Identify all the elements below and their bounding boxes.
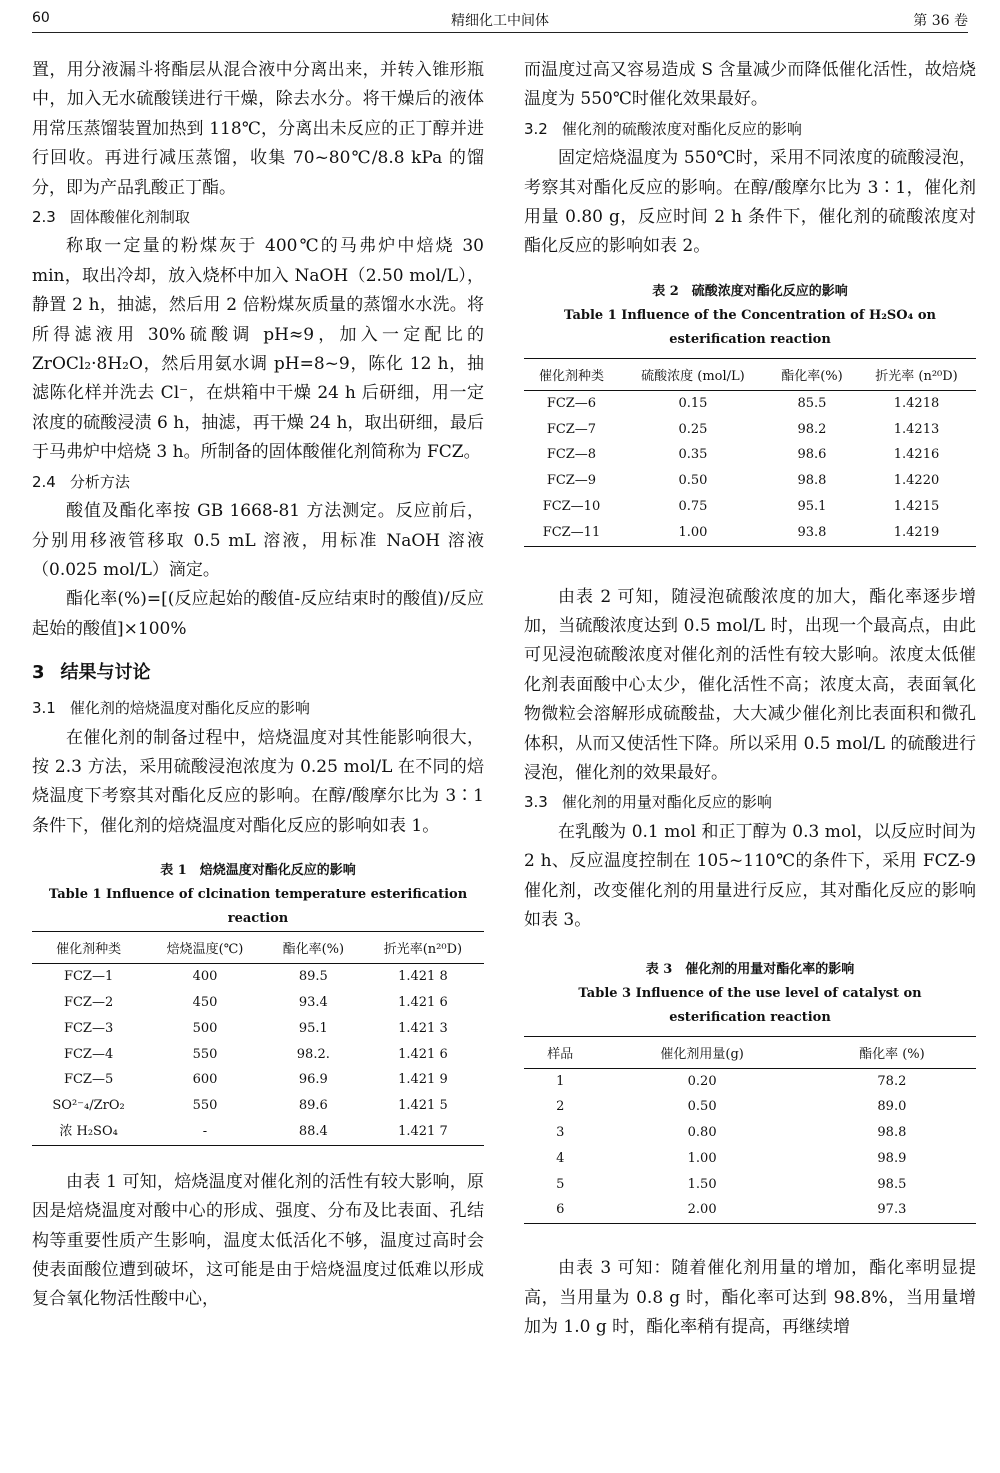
table-3-caption-cn: 表 3 催化剂的用量对酯化率的影响: [645, 961, 855, 977]
table-header-cell: 酯化率(%): [767, 358, 857, 390]
table-1: [32, 931, 484, 1146]
table-cell: FCZ—1: [63, 969, 114, 985]
table-cell: 1.00: [687, 1150, 717, 1166]
table-row: [524, 1094, 976, 1120]
table-cell: FCZ—3: [63, 1020, 114, 1036]
table-cell: 0.25: [678, 421, 708, 437]
table-cell: 95.1: [797, 499, 827, 515]
table-2: [524, 358, 976, 547]
page-header: [32, 6, 968, 33]
table-cell: 78.2: [877, 1073, 907, 1089]
table-cell: 89.5: [298, 969, 328, 985]
table-row: [524, 417, 976, 443]
table-cell: 98.9: [877, 1150, 907, 1166]
table-cell: 98.5: [877, 1176, 907, 1192]
paragraph: 由表 1 可知，焙烧温度对催化剂的活性有较大影响，原因是焙烧温度对酸中心的形成、强度、分布及比表面、孔结构等重要性质产生影响，温度太低活化不够，温度过高时会使表面酸位遭到破坏，这可能是由于焙烧温度过低难以形成复合氧化物活性酸中心，: [32, 1171, 484, 1310]
table-row: [524, 1197, 976, 1223]
table-cell: 600: [192, 1072, 218, 1088]
page-number: 60: [32, 10, 50, 26]
table-cell: 95.1: [298, 1020, 328, 1036]
section-heading-3-2: 3.2 催化剂的硫酸浓度对酯化反应的影响: [524, 119, 802, 138]
table-row: [524, 1146, 976, 1172]
table-1-caption-en: Table 1 Influence of clcination temperature esterification reaction: [48, 887, 468, 927]
table-cell: 1.4213: [893, 421, 940, 437]
paragraph: 由表 3 可知：随着催化剂用量的增加，酯化率明显提高，当用量为 0.8 g 时，酯化率可达到 98.8%，当用量增加为 1.0 g 时，酯化率稍有提高，再继续增: [524, 1258, 976, 1338]
table-2-caption-cn: 表 2 硫酸浓度对酯化反应的影响: [652, 283, 848, 299]
paragraph: 而温度过高又容易造成 S 含量减少而降低催化活性，故焙烧温度为 550℃时催化效果最好。: [524, 60, 976, 110]
table-cell: SO²⁻₄/ZrO₂: [52, 1098, 125, 1114]
table-cell: 550: [192, 1098, 218, 1114]
paragraph: 在乳酸为 0.1 mol 和正丁醇为 0.3 mol，以反应时间为 2 h、反应温度控制在 105~110℃的条件下，采用 FCZ-9 催化剂，改变催化剂的用量进行反应，其对酯化反应的影响如表 3。: [524, 821, 976, 931]
paragraph: 固定焙烧温度为 550℃时，采用不同浓度的硫酸浸泡，考察其对酯化反应的影响。在醇/酸摩尔比为 3∶1，催化剂用量 0.80 g，反应时间 2 h 条件下，催化剂的硫酸浓度对酯化反应的影响如表 2。: [524, 148, 976, 257]
table-cell: 1.4218: [893, 395, 940, 411]
table-cell: 1.421 6: [398, 1046, 448, 1062]
table-cell: 88.4: [265, 1119, 362, 1145]
table-cell: FCZ—11: [524, 520, 619, 546]
table-row: [524, 390, 976, 416]
table-cell: 98.6: [797, 447, 827, 463]
section-heading-2-4: 2.4 分析方法: [32, 472, 130, 491]
table-row: [524, 1172, 976, 1198]
table-cell: 1.4219: [857, 520, 976, 546]
table-row: [524, 468, 976, 494]
table-header-cell: 酯化率(%): [265, 932, 362, 964]
table-row: [524, 520, 976, 546]
table-cell: 1.4215: [893, 499, 940, 515]
table-header-cell: 折光率 (n²⁰D): [857, 358, 976, 390]
table-header-cell: 催化剂用量(g): [597, 1036, 808, 1068]
table-cell: 450: [192, 994, 218, 1010]
volume-number: 第 36 卷: [913, 13, 968, 29]
table-header-cell: 硫酸浓度 (mol/L): [619, 358, 767, 390]
table-row: [32, 1119, 484, 1145]
table-cell: -: [145, 1119, 265, 1145]
paragraph: 由表 2 可知，随浸泡硫酸浓度的加大，酯化率逐步增加，当硫酸浓度达到 0.5 mol/L 时，出现一个最高点，由此可见浸泡硫酸浓度对催化剂的活性有较大影响。浓度太低催化剂表面酸中心太少，催化活性不高；浓度太高，表面氧化物微粒会溶解形成硫酸盐，大大减少催化剂比表面积和微孔体积，从而又使活性下降。所以采用 0.5 mol/L 的硫酸进行浸泡，催化剂的效果最好。: [524, 586, 976, 784]
table-cell: FCZ—9: [546, 473, 597, 489]
table-row: [32, 964, 484, 990]
table-row: [32, 1067, 484, 1093]
table-cell: 浓 H₂SO₄: [32, 1119, 145, 1145]
formula-text: 酯化率(%)=[(反应起始的酸值-反应结束时的酸值)/反应起始的酸值]×100%: [32, 589, 484, 639]
section-heading-3-1: 3.1 催化剂的焙烧温度对酯化反应的影响: [32, 699, 310, 718]
table-row: [524, 442, 976, 468]
table-header-cell: 催化剂种类: [524, 358, 619, 390]
table-row: [32, 1016, 484, 1042]
table-row: [32, 1042, 484, 1068]
table-cell: 1: [556, 1073, 565, 1089]
table-cell: 1.421 9: [398, 1072, 448, 1088]
table-cell: 1.4216: [893, 447, 940, 463]
table-cell: 1.50: [687, 1176, 717, 1192]
table-cell: 5: [556, 1176, 565, 1192]
table-cell: 0.50: [687, 1099, 717, 1115]
table-3-caption-en: Table 3 Influence of the use level of catalyst on esterification reaction: [578, 985, 922, 1025]
table-cell: 89.6: [298, 1098, 328, 1114]
section-heading-3: 3 结果与讨论: [32, 662, 151, 684]
section-heading-2-3: 2.3 固体酸催化剂制取: [32, 208, 190, 227]
table-row: [524, 1068, 976, 1094]
table-cell: 0.50: [678, 473, 708, 489]
table-3: [524, 1036, 976, 1225]
table-cell: 2: [556, 1099, 565, 1115]
table-cell: 550: [192, 1046, 218, 1062]
table-row: [524, 1120, 976, 1146]
table-cell: 1.4220: [893, 473, 940, 489]
table-cell: FCZ—8: [546, 447, 597, 463]
table-header-cell: 折光率(n²⁰D): [362, 932, 484, 964]
paragraph: 置，用分液漏斗将酯层从混合液中分离出来，并转入锥形瓶中，加入无水硫酸镁进行干燥，除去水分。将干燥后的液体用常压蒸馏装置加热到 118℃，分离出未反应的正丁醇并进行回收。再进行减压蒸馏，收集 70~80℃/8.8 kPa 的馏分，即为产品乳酸正丁酯。: [32, 60, 484, 198]
paragraph: 在催化剂的制备过程中，焙烧温度对其性能影响很大，按 2.3 方法，采用硫酸浸泡浓度为 0.25 mol/L 在不同的焙烧温度下考察其对酯化反应的影响。在醇/酸摩尔比为 3∶1 条件下，催化剂的焙烧温度对酯化反应的影响如表 1。: [32, 727, 484, 836]
left-column: [32, 56, 484, 1315]
table-cell: 98.2.: [296, 1046, 330, 1062]
table-cell: 3: [556, 1125, 565, 1141]
table-cell: 4: [556, 1150, 565, 1166]
table-cell: 93.8: [767, 520, 857, 546]
table-row: [32, 990, 484, 1016]
table-cell: 85.5: [797, 395, 827, 411]
paragraph: 称取一定量的粉煤灰于 400℃的马弗炉中焙烧 30 min，取出冷却，放入烧杯中加入 NaOH（2.50 mol/L），静置 2 h，抽滤，然后用 2 倍粉煤灰质量的蒸馏水水洗。将所得滤液用 30%硫酸调 pH≈9，加入一定配比的 ZrOCl₂·8H₂O，然后用氨水调 pH=8~9，陈化 12 h，抽滤陈化样并洗去 Cl⁻，在烘箱中干燥 24 h 后研细，用一定浓度的硫酸浸渍 6 h，抽滤，再干燥 24 h，取出研细，最后于马弗炉中焙烧 3 h。所制备的固体酸催化剂简称为 FCZ。: [32, 236, 484, 463]
journal-name: 精细化工中间体: [451, 13, 549, 29]
right-column: [524, 56, 976, 1343]
table-cell: 1.421 6: [398, 994, 448, 1010]
table-cell: 0.15: [678, 395, 708, 411]
table-cell: 98.8: [877, 1125, 907, 1141]
table-cell: 500: [192, 1020, 218, 1036]
table-cell: 0.20: [687, 1073, 717, 1089]
table-cell: 0.75: [678, 499, 708, 515]
table-cell: 1.421 7: [362, 1119, 484, 1145]
table-cell: 0.35: [678, 447, 708, 463]
table-header-cell: 样品: [524, 1036, 597, 1068]
table-header-cell: 催化剂种类: [32, 932, 145, 964]
table-cell: FCZ—4: [63, 1046, 114, 1062]
table-cell: 96.9: [298, 1072, 328, 1088]
table-row: [524, 494, 976, 520]
table-cell: 2.00: [597, 1197, 808, 1223]
table-cell: 400: [192, 969, 218, 985]
table-cell: 89.0: [877, 1099, 907, 1115]
table-cell: FCZ—6: [546, 395, 597, 411]
table-cell: FCZ—5: [63, 1072, 114, 1088]
paragraph: 酸值及酯化率按 GB 1668-81 方法测定。反应前后，分别用移液管移取 0.5 mL 溶液，用标准 NaOH 溶液（0.025 mol/L）滴定。: [32, 501, 484, 580]
table-cell: 6: [524, 1197, 597, 1223]
table-1-caption-cn: 表 1 焙烧温度对酯化反应的影响: [160, 863, 356, 879]
table-cell: 1.00: [619, 520, 767, 546]
table-cell: 93.4: [298, 994, 328, 1010]
table-cell: FCZ—7: [546, 421, 597, 437]
table-cell: 0.80: [687, 1125, 717, 1141]
table-cell: FCZ—10: [542, 499, 601, 515]
table-header-cell: 酯化率 (%): [808, 1036, 976, 1068]
table-cell: 97.3: [808, 1197, 976, 1223]
table-2-caption-en: Table 1 Influence of the Concentration of H₂SO₄ on esterification reaction: [564, 307, 936, 347]
table-header-cell: 焙烧温度(℃): [145, 932, 265, 964]
table-cell: 98.8: [797, 473, 827, 489]
table-row: [32, 1093, 484, 1119]
table-cell: FCZ—2: [63, 994, 114, 1010]
table-cell: 1.421 8: [398, 969, 448, 985]
table-cell: 1.421 5: [398, 1098, 448, 1114]
table-cell: 98.2: [797, 421, 827, 437]
section-heading-3-3: 3.3 催化剂的用量对酯化反应的影响: [524, 793, 772, 812]
table-cell: 1.421 3: [398, 1020, 448, 1036]
